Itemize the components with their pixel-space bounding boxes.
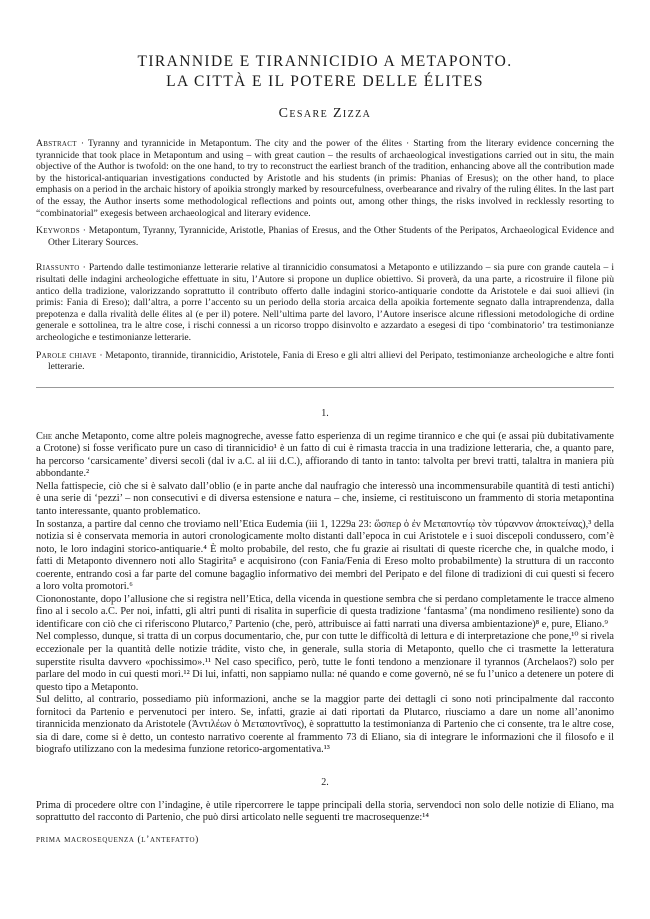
section-divider — [36, 387, 614, 388]
section-1-body — [36, 431, 614, 757]
riassunto-label: Riassunto — [36, 262, 80, 274]
parole-chiave — [36, 350, 614, 373]
riassunto-text: · Partendo dalle testimonianze letterarie relative al tirannicidio consumatosi a Metaponto e utilizzando – sia pure con grande cautela – i risultati delle indagini archeologiche effettuate in situ, l’Autore si propone un duplice obiettivo. Si proverà, da una parte, a ricostruire il filone più antico della tradizione, valorizzando soprattutto il contributo offerto dalle indagini storico-antiquarie condotte da Aristotele e dai suoi allievi (in primis: Fania di Ereso); dall’altra, a porre l’accento su un periodo della storia arcaica della apoikia fortemente segnato dalla intraprendenza, dalla prepotenza e dalla rivalità delle élites al (e per il) potere. Nell’ultima parte del lavoro, l’Autore inserisce alcune riflessioni metodologiche di ordine generale e sottolinea, tra le altre cose, i rischi connessi a un ricorso troppo disinvolto e azzardato a esegesi di tipo ‘combinatorio’ tra testimonianze archeologiche e testimonianze letterarie. — [36, 262, 614, 343]
paragraph — [36, 431, 614, 481]
subsection-title: prima macrosequenza (l’antefatto) — [36, 835, 199, 845]
paragraph-text: anche Metaponto, come altre poleis magnogreche, avesse fatto esperienza di un regime tirannico e che qui (e assai più dubitativamente a Crotone) si fosse verificato pure un caso di tirannicidio¹ è un fatto di cui è rimasta traccia in una tradizione letteraria, che, a quanto pare, ha percorso ‘carsicamente’ diversi secoli (dal iv a.C. al iii d.C.), affiorando di tanto in tanto: talvolta per brevi tratti, talaltra in maniera più abbondante.² — [36, 430, 614, 480]
title-line-2: LA CITTÀ E IL POTERE DELLE ÉLITES — [166, 73, 484, 90]
abstract-label: Abstract — [36, 138, 77, 149]
keywords-label: Keywords — [36, 225, 80, 237]
parole-chiave-text: · Metaponto, tirannide, tirannicidio, Aristotele, Fania di Ereso e gli altri allievi del Peripato, testimonianze archeologiche e altre fonti letterarie. — [48, 349, 614, 373]
parole-chiave-label: Parole chiave — [36, 349, 97, 361]
abstract-text: · Tyranny and tyrannicide in Metapontum. The city and the power of the élites · Starting from the literary evidence concerning the tyrannicide that took place in Metapontum and using – with great caution – the results of archaeological investigations carried out in situ, the main objective of the Author is twofold: on the one hand, to try to reconstruct the earliest branch of the tradition, enhancing above all the contribution made by the historical-antiquarian investigations conducted by Aristotle and his students (in primis: Phanias of Eresus); on the other hand, to place emphasis on a period in the archaic history of apoikia strongly marked by resourcefulness, overbearance and rivalry of the ruling élites. In the last part of the essay, the Author inserts some methodological reflections and points out, among other things, the risks involved in recklessly resorting to “combinatorial” exegesis between archaeological and literary evidence. — [36, 138, 614, 219]
author-name: Cesare Zizza — [278, 106, 372, 121]
riassunto — [36, 262, 614, 343]
paragraph: Prima di procedere oltre con l’indagine, è utile ripercorrere le tappe principali della storia, servendoci non solo delle notizie di Eliano, ma soprattutto del racconto di Partenio, che può dirsi articolato nelle seguenti tre macrosequenze:¹⁴ — [36, 799, 614, 824]
article-title — [36, 52, 614, 92]
keywords — [36, 225, 614, 248]
section-number-2: 2. — [321, 776, 329, 788]
section-2-body — [36, 800, 614, 825]
paragraph-lead-word: Che — [36, 430, 53, 442]
keywords-text: · Metapontum, Tyranny, Tyrannicide, Aristotle, Phanias of Eresus, and the Other Students of the Peripatos, Archaeological Evidence and Other Literary Sources. — [48, 225, 614, 248]
paragraph: Ciononostante, dopo l’allusione che si registra nell’Etica, della vicenda in questione sembra che si perdano completamente le tracce almeno fino al i secolo a.C. Per noi, infatti, gli altri punti di risalita in superficie di questa tradizione ‘fantasma’ (ma nondimeno resiliente) sono da identificare con ciò che ci riferiscono Plutarco,⁷ Partenio (che, però, attribuisce ai fatti narrati una diversa ambientazione)⁸ e, pure, Eliano.⁹ — [36, 593, 614, 630]
paragraph: Nel complesso, dunque, si tratta di un corpus documentario, che, pur con tutte le difficoltà di lettura e di interpretazione che pone,¹⁰ si rivela eccezionale per la quantità delle notizie trádite, visto che, in generale, sulla storia di Metaponto, quello che ci trasmette la letteratura superstite risulta davvero «pochissimo».¹¹ Nel caso specifico, però, tutte le fonti tendono a menzionare il tyrannos (Archelaos?) solo per parlare del modo in cui questi morì.¹² Di lui, infatti, non sappiamo nulla: né quando e come governò, né se fu l’unico a detenere un potere di questo tipo a Metaponto. — [36, 631, 614, 693]
paragraph: Sul delitto, al contrario, possediamo più informazioni, anche se la maggior parte dei dettagli ci sono noti principalmente dal racconto fornitoci da Partenio e pervenutoci per intero. Se, infatti, grazie ai dati riportati da Plutarco, riusciamo a dare un nome all’anonimo tirannicida menzionato da Aristotele (Ἀντιλέων ὁ Μεταποντῖνος), è soprattutto la testimonianza di Partenio che ci consente, tra le altre cose, sia di dare, come si è detto, un contesto narrativo coerente al frammento 73 di Eliano, sia di integrare le informazioni che il filosofo e il biografo utilizzano con la medesima funzione retorico-argomentativa.¹³ — [36, 694, 614, 756]
paragraph: In sostanza, a partire dal cenno che troviamo nell’Etica Eudemia (iii 1, 1229a 23: ὥσπερ ὁ ἐν Μεταποντίῳ τὸν τύραννον ἀποκτείνας),³ della notizia si è conservata memoria in autori cronologicamente molto distanti dall’epoca in cui Aristotele e i suoi discepoli condussero, com’è noto, le loro indagini storico-antiquarie.⁴ È molto probabile, del resto, che fu grazie ai risultati di queste ricerche che, in qualche modo, i fatti di Metaponto divennero noti allo Stagirita⁵ e acquisirono (con Fania/Fenia di Ereso molto probabilmente) la struttura di un racconto coerente, entrando così a far parte del comune bagaglio informativo dei membri del Peripato e del filone di tradizioni di cui questi si fecero a loro volta promotori.⁶ — [36, 518, 614, 593]
title-line-1: TIRANNIDE E TIRANNICIDIO A METAPONTO. — [137, 53, 513, 70]
abstract — [36, 138, 614, 219]
section-number-1: 1. — [321, 407, 329, 419]
paragraph: Nella fattispecie, ciò che si è salvato dall’oblio (e in parte anche dal naufragio che interessò una incommensurabile quantità di testi antichi) è una serie di ‘pezzi’ – non consecutivi e di diversa estensione e natura – che, insieme, ci restituiscono un frammento di storia metapontina tanto interessante, quanto problematico. — [36, 480, 614, 517]
